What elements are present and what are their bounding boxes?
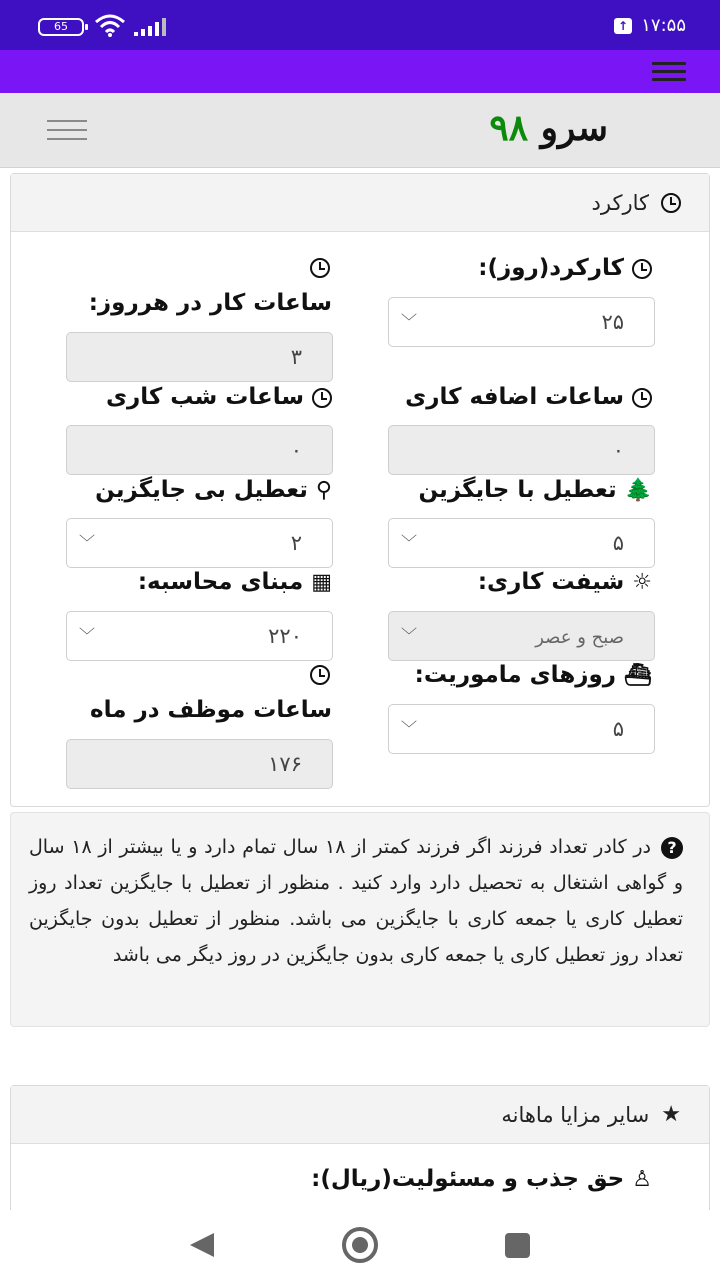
help-note-text: در کادر تعداد فرزند اگر فرزند کمتر از ۱۸ سال تمام دارد و یا بیشتر از ۱۸ سال و گواهی اشتغال به تحصیل دارد وارد کنید . منظور از تعطیل با جایگزین تعداد روز تعطیل کاری یا جمعه کاری با جایگزین می باشد. منظور از تعطیل بدون جایگزین تعداد روز تعطیل کاری یا جمعه کاری بدون جایگزین در روز دیگر می باشد [29,836,683,966]
menu-icon[interactable] [652,62,686,82]
daily-hours-input[interactable]: ۳ [66,332,333,382]
chevron-down-icon: ﹀ [401,626,418,645]
wifi-icon [94,14,126,38]
benefits-card [10,1085,710,1225]
work-card-header [11,174,709,232]
status-bar [0,0,720,50]
star-icon: ★ [661,1102,681,1127]
chevron-down-icon: ﹀ [401,533,418,552]
upload-icon: ↑ [614,18,632,34]
chevron-down-icon: ﹀ [401,719,418,738]
clock-icon [310,665,330,685]
overtime-hours-label: ساعات اضافه کاری [405,384,652,410]
logo[interactable] [489,107,608,149]
clock-icon [312,388,332,408]
holiday-with-sub-select[interactable]: ۵ ﹀ [388,518,655,568]
app-bar [0,50,720,93]
signal-icon [134,18,166,36]
help-note [10,812,710,1027]
clock-icon [632,388,652,408]
navbar-toggler-icon[interactable] [47,120,87,140]
recent-apps-icon[interactable] [505,1233,530,1258]
night-hours-input[interactable]: ۰ [66,425,333,475]
system-nav-bar [0,1210,720,1280]
ship-icon: ⛴ [624,663,652,688]
holiday-with-sub-label: 🌲تعطیل با جایگزین [418,477,652,503]
chevron-down-icon: ﹀ [401,312,418,331]
shift-select[interactable]: صبح و عصر ﹀ [388,611,655,661]
benefits-card-title: سایر مزایا ماهانه [501,1102,650,1127]
home-icon[interactable] [342,1227,378,1263]
overtime-hours-input[interactable]: ۰ [388,425,655,475]
calendar-icon: ▦ [311,570,332,595]
clock-icon [310,258,330,278]
logo-number: ۹۸ [489,107,529,149]
calc-base-label: ▦مبنای محاسبه: [137,569,332,595]
clock-icon [632,259,652,279]
monthly-hours-label: ساعات موظف در ماه [90,697,332,723]
site-header [0,93,720,168]
holiday-without-sub-select[interactable]: ۲ ﹀ [66,518,333,568]
chevron-down-icon: ﹀ [79,533,96,552]
question-icon: ? [661,837,683,859]
benefits-card-header [11,1086,709,1144]
clock-time: ۱۷:۵۵ [641,15,686,36]
battery-icon: 65 [38,18,84,36]
mission-days-label: ⛴روزهای ماموریت: [414,662,652,688]
sun-icon: ☼ [632,570,652,595]
user-icon: ♙ [632,1167,652,1192]
work-card-title: کارکرد [591,190,649,215]
monthly-hours-input[interactable]: ۱۷۶ [66,739,333,789]
night-hours-label: ساعات شب کاری [106,384,332,410]
mission-days-select[interactable]: ۵ ﹀ [388,704,655,754]
daily-hours-label: ساعات کار در هرروز: [88,290,332,316]
work-days-label: کارکرد(روز): [478,255,652,281]
chevron-down-icon: ﹀ [79,626,96,645]
holiday-without-sub-label: ⚲تعطیل بی جایگزین [95,477,332,503]
logo-word: سرو [540,107,608,149]
calc-base-select[interactable]: ۲۲۰ ﹀ [66,611,333,661]
back-icon[interactable] [190,1233,214,1257]
attraction-allowance-label: ♙حق جذب و مسئولیت(ریال): [311,1166,652,1192]
pin-icon: ⚲ [315,478,332,503]
shift-label: ☼شیفت کاری: [477,569,652,595]
work-days-select[interactable]: ۲۵ ﹀ [388,297,655,347]
clock-icon [661,193,681,213]
tree-icon: 🌲 [624,478,652,503]
